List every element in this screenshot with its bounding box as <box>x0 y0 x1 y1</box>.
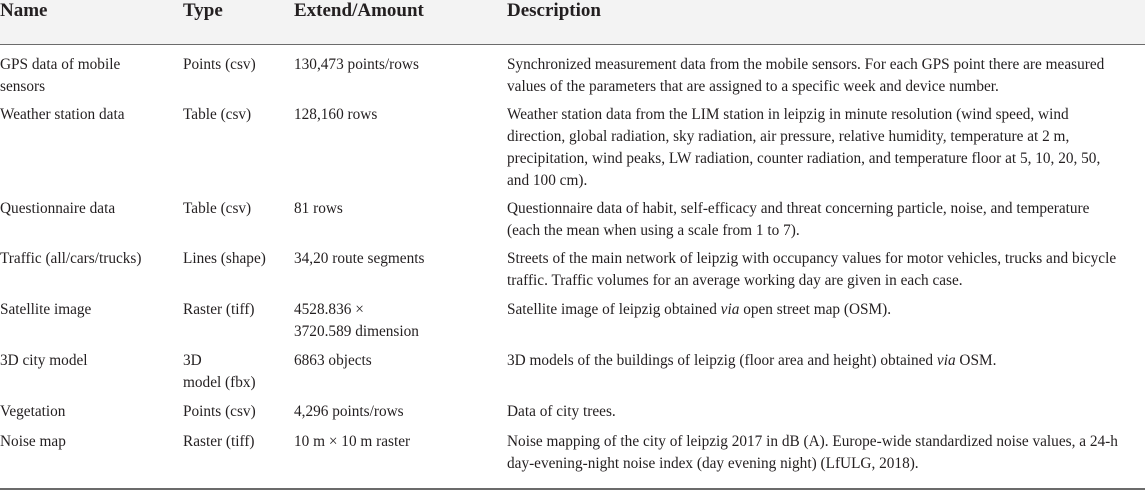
cell-amount: 6863 objects <box>294 352 372 369</box>
cell-description-line: traffic. Traffic volumes for an average working day are given in each case. <box>507 272 963 289</box>
table-header <box>0 0 1145 45</box>
cell-amount: 4,296 points/rows <box>294 403 404 420</box>
cell-type: Raster (tiff) <box>183 301 255 318</box>
cell-name: Vegetation <box>0 403 66 420</box>
cell-name <box>0 54 178 98</box>
description-text: OSM. <box>955 352 997 369</box>
cell-type: Lines (shape) <box>183 250 266 267</box>
cell-amount-line: 3720.589 dimension <box>294 323 419 340</box>
cell-description <box>507 104 1145 192</box>
cell-description-line: (each the mean when using a scale from 1 to 7). <box>507 222 800 239</box>
header-amount: Extend/Amount <box>294 0 424 21</box>
header-description: Description <box>507 0 601 21</box>
cell-description-line: Synchronized measurement data from the mobile sensors. For each GPS point there are measured <box>507 56 1105 73</box>
description-text: 3D models of the buildings of leipzig (floor area and height) obtained <box>507 352 937 369</box>
cell-description <box>507 198 1145 242</box>
cell-type <box>183 350 291 394</box>
cell-description <box>507 248 1145 292</box>
cell-description <box>507 299 1145 321</box>
cell-description <box>507 350 1145 372</box>
cell-name: Satellite image <box>0 301 92 318</box>
cell-amount-line: 4528.836 × <box>294 301 364 318</box>
cell-type: Raster (tiff) <box>183 433 255 450</box>
cell-description: Data of city trees. <box>507 403 616 420</box>
cell-amount: 81 rows <box>294 200 343 217</box>
description-text: open street map (OSM). <box>739 301 892 318</box>
cell-description <box>507 54 1145 98</box>
cell-type-line: model (fbx) <box>183 374 256 391</box>
description-italic: via <box>936 352 956 369</box>
cell-description <box>507 431 1145 475</box>
cell-description-line: Questionnaire data of habit, self-efficacy and threat concerning particle, noise, and temperature <box>507 200 1090 217</box>
cell-name-line: GPS data of mobile <box>0 56 121 73</box>
header-type: Type <box>183 0 223 21</box>
cell-amount: 130,473 points/rows <box>294 56 419 73</box>
cell-description-line: and 100 cm). <box>507 172 588 189</box>
cell-amount: 128,160 rows <box>294 106 378 123</box>
cell-type: Table (csv) <box>183 106 252 123</box>
cell-name: Weather station data <box>0 106 125 123</box>
cell-name: Questionnaire data <box>0 200 116 217</box>
cell-description-line: day-evening-night noise index (day evening night) (LfULG, 2018). <box>507 455 919 472</box>
cell-description-line: direction, global radiation, sky radiation, air pressure, relative humidity, temperature at 2 m, <box>507 128 1070 145</box>
cell-name: Noise map <box>0 433 66 450</box>
description-italic: via <box>720 301 740 318</box>
cell-description-line: Streets of the main network of leipzig with occupancy values for motor vehicles, trucks and bicycle <box>507 250 1117 267</box>
cell-name: Traffic (all/cars/trucks) <box>0 250 142 267</box>
cell-type: Points (csv) <box>183 403 256 420</box>
cell-amount: 34,20 route segments <box>294 250 425 267</box>
cell-name-line: sensors <box>0 78 46 95</box>
cell-type-line: 3D <box>183 352 202 369</box>
cell-description-line: Weather station data from the LIM station in leipzig in minute resolution (wind speed, wind <box>507 106 1069 123</box>
table-bottom-rule <box>0 488 1145 490</box>
cell-description-line: precipitation, wind peaks, LW radiation, counter radiation, and temperature floor at 5, 10, 20, 50, <box>507 150 1101 167</box>
cell-amount <box>294 299 499 343</box>
cell-description-line: values of the parameters that are assigned to a specific week and device number. <box>507 78 999 95</box>
cell-name: 3D city model <box>0 352 88 369</box>
description-text: Satellite image of leipzig obtained <box>507 301 721 318</box>
cell-type: Table (csv) <box>183 200 252 217</box>
header-name: Name <box>0 0 48 21</box>
cell-type: Points (csv) <box>183 56 256 73</box>
cell-description-line: Noise mapping of the city of leipzig 2017 in dB (A). Europe-wide standardized noise values, a 24-h <box>507 433 1118 450</box>
cell-amount: 10 m × 10 m raster <box>294 433 411 450</box>
